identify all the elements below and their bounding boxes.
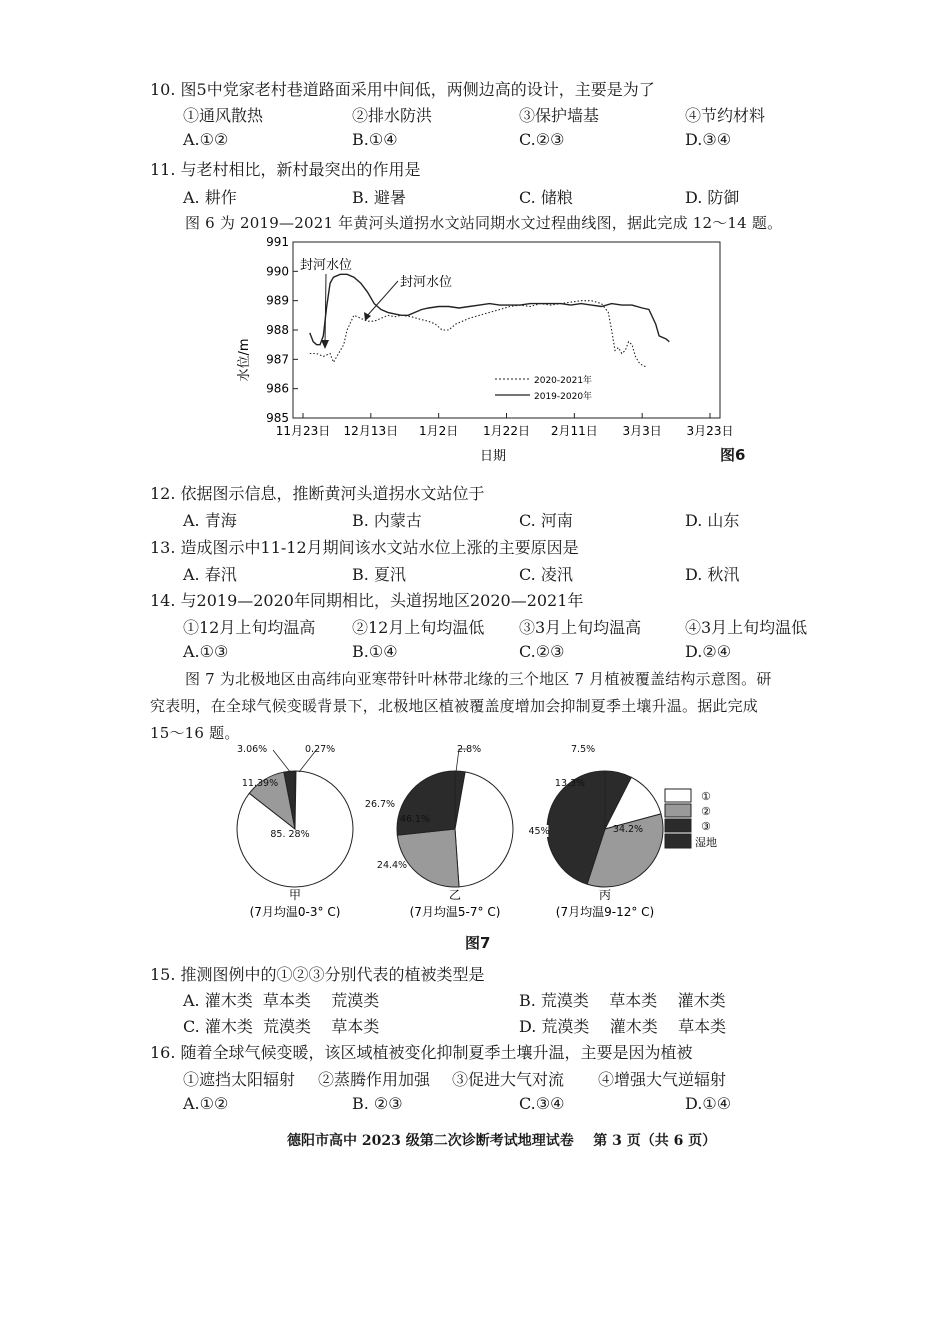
q16-item-3: ③促进大气对流 — [452, 1070, 565, 1089]
q16-choice-c: C.③④ — [519, 1094, 565, 1113]
q14-item-4: ④3月上旬均温低 — [685, 618, 808, 637]
legend-swatch-1 — [665, 789, 691, 802]
y-tick-label: 988 — [266, 323, 289, 337]
legend-label-3: ③ — [701, 820, 711, 833]
question-12-stem: 12. 依据图示信息，推断黄河头道拐水文站位于 — [150, 484, 485, 503]
q14-item-1: ①12月上旬均温高 — [183, 618, 316, 637]
q14-item-3: ③3月上旬均温高 — [519, 618, 642, 637]
q13-choice-a: A. 春汛 — [183, 565, 237, 584]
q16-item-4: ④增强大气逆辐射 — [598, 1070, 727, 1089]
legend-label-2019-2020: 2019-2020年 — [534, 392, 593, 402]
q11-choice-a: A. 耕作 — [183, 188, 237, 207]
question-13-stem: 13. 造成图示中11-12月期间该水文站水位上涨的主要原因是 — [150, 538, 579, 557]
q16-choice-b: B. ②③ — [352, 1094, 403, 1113]
x-tick-label: 1月2日 — [419, 424, 459, 438]
y-tick-label: 989 — [266, 293, 289, 308]
annotation-freeze-level-2: 封河水位 — [400, 275, 453, 290]
q10-item-1: ①通风散热 — [183, 106, 264, 125]
pie-3-subtitle: (7月均温9-12° C) — [555, 905, 655, 919]
x-tick-label: 3月23日 — [686, 424, 734, 438]
q12-choice-c: C. 河南 — [519, 511, 573, 530]
q12-choice-d: D. 山东 — [685, 511, 740, 530]
q12-choice-a: A. 青海 — [183, 511, 237, 530]
x-tick-label: 12月13日 — [343, 424, 399, 438]
x-axis-label: 日期 — [479, 449, 507, 464]
q10-choice-b: B.①④ — [352, 130, 398, 149]
q13-choice-d: D. 秋汛 — [685, 565, 740, 584]
pie-2-slice-2 — [397, 829, 459, 887]
pie-3-value-label: 34.2% — [612, 824, 644, 835]
pie-2-slice-3 — [397, 771, 455, 835]
pie-1-value-label: 85. 28% — [270, 829, 310, 840]
y-axis-label: 水位/m — [237, 338, 252, 382]
q10-item-2: ②排水防洪 — [352, 106, 433, 125]
plot-frame — [293, 242, 720, 418]
pie-2-title: 乙 — [448, 888, 462, 902]
q10-choice-c: C.②③ — [519, 130, 565, 149]
annotation-1-arrow — [325, 274, 326, 345]
x-tick-label: 3月3日 — [622, 424, 662, 438]
legend-swatch-2 — [665, 804, 691, 817]
pie-2-slice-1 — [455, 772, 513, 887]
series-line-2019-2020 — [310, 274, 670, 344]
question-16-stem: 16. 随着全球气候变暖，该区域植被变化抑制夏季土壤升温，主要是因为植被 — [150, 1043, 693, 1062]
q16-item-1: ①遮挡太阳辐射 — [183, 1070, 296, 1089]
question-10-stem: 10. 图5中党家老村巷道路面采用中间低，两侧边高的设计，主要是为了 — [150, 80, 655, 99]
figure-7-label: 图7 — [465, 934, 491, 952]
x-tick-label: 2月11日 — [550, 424, 598, 438]
q16-item-2: ②蒸腾作用加强 — [318, 1070, 431, 1089]
pie-2-value-label: 24.4% — [376, 860, 408, 871]
x-tick-label: 1月22日 — [483, 424, 530, 438]
legend-label-2: ② — [701, 805, 711, 818]
annotation-1-arrowhead — [321, 340, 329, 349]
q10-choice-d: D.③④ — [685, 130, 732, 149]
figure-7-intro-line-1: 图 7 为北极地区由高纬向亚寒带针叶林带北缘的三个地区 7 月植被覆盖结构示意图。研 — [185, 670, 772, 688]
q11-choice-d: D. 防御 — [685, 188, 740, 207]
q15-choice-b: B. 荒漠类 草本类 灌木类 — [519, 991, 726, 1010]
y-tick-label: 985 — [266, 411, 289, 425]
pie-3-title: 丙 — [598, 888, 612, 902]
figure-6-label: 图6 — [720, 446, 746, 464]
pie-1-value-label: 11.39% — [241, 778, 279, 789]
legend-swatch-3 — [665, 819, 691, 832]
series-line-2020-2021 — [310, 301, 646, 367]
question-14-stem: 14. 与2019—2020年同期相比，头道拐地区2020—2021年 — [150, 591, 584, 610]
figure-6-line-chart — [230, 232, 760, 467]
q15-choice-d: D. 荒漠类 灌木类 草本类 — [519, 1017, 727, 1036]
figure-7-legend — [665, 789, 717, 849]
q15-choice-a: A. 灌木类 草本类 荒漠类 — [183, 991, 380, 1010]
pie-3-value-label: 7.5% — [571, 744, 596, 755]
pie-3-value-label: 13.3% — [554, 778, 586, 789]
pie-3-value-label: 45% — [528, 826, 550, 837]
q14-choice-d: D.②④ — [685, 642, 732, 661]
question-15-stem: 15. 推测图例中的①②③分别代表的植被类型是 — [150, 965, 485, 984]
pie-1-subtitle: (7月均温0-3° C) — [249, 905, 341, 919]
y-tick-label: 986 — [266, 381, 289, 396]
q13-choice-b: B. 夏汛 — [352, 565, 406, 584]
pie-1-leader — [273, 750, 291, 773]
q10-item-3: ③保护墙基 — [519, 106, 600, 125]
q14-choice-c: C.②③ — [519, 642, 565, 661]
legend-label-wetland: 湿地 — [695, 836, 717, 849]
pie-1-value-label: 0.27% — [305, 744, 336, 755]
question-11-stem: 11. 与老村相比，新村最突出的作用是 — [150, 160, 421, 179]
q11-choice-c: C. 储粮 — [519, 188, 573, 207]
q11-choice-b: B. 避暑 — [352, 188, 406, 207]
x-tick-label: 11月23日 — [275, 424, 331, 438]
q10-choice-a: A.①② — [183, 130, 229, 149]
q14-choice-a: A.①③ — [183, 642, 229, 661]
pie-1-title: 甲 — [288, 888, 302, 902]
q16-choice-d: D.①④ — [685, 1094, 732, 1113]
pie-2-value-label: 26.7% — [364, 799, 396, 810]
q14-choice-b: B.①④ — [352, 642, 398, 661]
figure-7-intro-line-3: 15～16 题。 — [150, 724, 240, 742]
y-tick-label: 991 — [266, 235, 289, 249]
legend-label-1: ① — [701, 790, 711, 803]
figure-7-intro-line-2: 究表明，在全球气候变暖背景下，北极地区植被覆盖度增加会抑制夏季土壤升温。据此完成 — [150, 697, 759, 715]
legend-label-2020-2021: 2020-2021年 — [534, 376, 593, 386]
figure-6-intro: 图 6 为 2019—2021 年黄河头道拐水文站同期水文过程曲线图，据此完成 12～14 题。 — [185, 214, 783, 232]
y-tick-label: 990 — [266, 264, 289, 279]
q13-choice-c: C. 凌汛 — [519, 565, 573, 584]
pie-1-value-label: 3.06% — [237, 744, 268, 755]
q16-choice-a: A.①② — [183, 1094, 229, 1113]
q14-item-2: ②12月上旬均温低 — [352, 618, 485, 637]
pie-2-value-label: 46.1% — [399, 814, 431, 825]
annotation-freeze-level-1: 封河水位 — [300, 258, 353, 273]
q10-item-4: ④节约材料 — [685, 106, 766, 125]
pie-2-subtitle: (7月均温5-7° C) — [409, 905, 501, 919]
figure-7-pie-charts — [225, 742, 745, 922]
y-tick-label: 987 — [266, 352, 289, 367]
q12-choice-b: B. 内蒙古 — [352, 511, 422, 530]
legend-swatch-wetland — [665, 834, 691, 848]
page-footer: 德阳市高中 2023 级第二次诊断考试地理试卷 第 3 页（共 6 页） — [287, 1133, 717, 1149]
pie-2-value-label: 2.8% — [457, 744, 482, 755]
q15-choice-c: C. 灌木类 荒漠类 草本类 — [183, 1017, 380, 1036]
